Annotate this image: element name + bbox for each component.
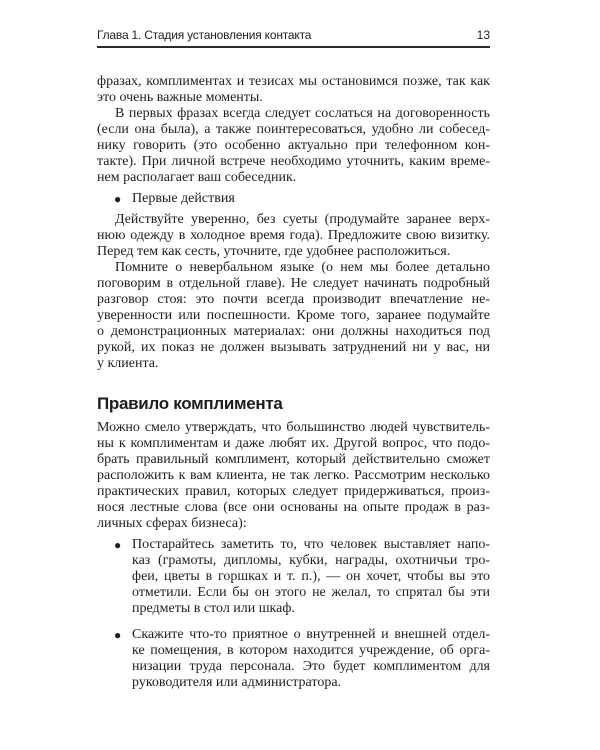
text-line: поговорим в отдельной главе). Не следует начинать подробный	[97, 276, 490, 291]
bullet-icon: ●	[114, 192, 122, 206]
text-line: Скажите что-то приятное о внутренней и внешней отдел-	[132, 627, 490, 642]
paragraph	[97, 74, 490, 106]
running-header	[97, 28, 490, 46]
text-line: Можно смело утверждать, что большинство людей чувствитель-	[97, 420, 490, 435]
text-line: брать правильный комплимент, который действительно сможет	[97, 452, 490, 467]
text-line: феи, цветы в горшках и т. п.), — он хочет, чтобы вы это	[132, 569, 490, 584]
text-line: нося лестные слова (все они основаны на опыте продаж в раз-	[97, 500, 490, 515]
bullet-icon: ●	[114, 628, 122, 642]
page-body	[97, 74, 490, 696]
text-line: Действуйте уверенно, без суеты (продумайте заранее верх-	[115, 212, 490, 227]
text-line: практических правил, которых следует придерживаться, произ-	[97, 484, 490, 499]
text-line: расположить к вам клиента, не так легко. Рассмотрим несколько	[97, 468, 490, 483]
text-line: Постарайтесь заметить то, что человек выставляет напо-	[132, 537, 490, 552]
text-line: В первых фразах всегда следует сослаться на договоренность	[115, 106, 490, 121]
text-line: ны к комплиментам и даже любят их. Другой вопрос, что подо-	[97, 436, 490, 451]
bullet-icon: ●	[114, 538, 122, 552]
header-rule	[97, 46, 490, 48]
paragraph	[97, 420, 490, 532]
page-number: 13	[476, 28, 490, 42]
text-line: фразах, комплиментах и тезисах мы остановимся позже, так как	[97, 74, 490, 89]
text-line: нюю одежду в холодное время года). Предложите свою визитку.	[97, 228, 490, 243]
text-line: Помните о невербальном языке (о нем мы более детально	[115, 260, 490, 275]
text-line: у клиента.	[97, 356, 159, 371]
text-line: личных сферах бизнеса):	[97, 516, 247, 531]
text-line: каз (грамоты, дипломы, кубки, награды, охотничьи тро-	[132, 553, 490, 568]
text-line: Перед тем как сесть, уточните, где удобнее расположиться.	[97, 244, 451, 259]
paragraph	[97, 260, 490, 372]
text-line: это очень важные моменты.	[97, 90, 263, 105]
text-line: низации труда персонала. Это будет комплиментом для	[132, 659, 490, 674]
text-line: такте). При личной встрече необходимо уточнить, каким време-	[97, 154, 490, 169]
text-line: разговор стоя: это почти всегда производит впечатление не-	[97, 292, 490, 307]
text-line: нику говорить (это особенно актуально при телефонном кон-	[97, 138, 490, 153]
text-line: ке помещения, в котором находится учреждение, об орга-	[132, 643, 490, 658]
text-line: (если она была), а также поинтересоваться, удобно ли собесед-	[97, 122, 490, 137]
text-line: предметы в стол или шкаф.	[132, 601, 295, 616]
bullet-item	[97, 191, 490, 207]
text-line: нем располагает ваш собеседник.	[97, 170, 297, 185]
section-heading: Правило комплимента	[97, 394, 283, 413]
text-line: уверенности или поспешности. Кроме того, заранее подумайте	[97, 308, 490, 323]
bullet-item	[97, 537, 490, 617]
text-line: руководителя или администратора.	[132, 675, 342, 690]
text-line: отметили. Если бы он этого не желал, то спрятал бы эти	[132, 585, 490, 600]
chapter-title: Глава 1. Стадия установления контакта	[97, 28, 312, 42]
paragraph	[97, 106, 490, 186]
paragraph	[97, 212, 490, 260]
text-line: рукой, их показ не должен вызывать затруднений ни у вас, ни	[97, 340, 490, 355]
text-line: о демонстрационных материалах: они должны находиться под	[97, 324, 490, 339]
bullet-item	[97, 627, 490, 691]
text-line: Первые действия	[132, 191, 235, 206]
